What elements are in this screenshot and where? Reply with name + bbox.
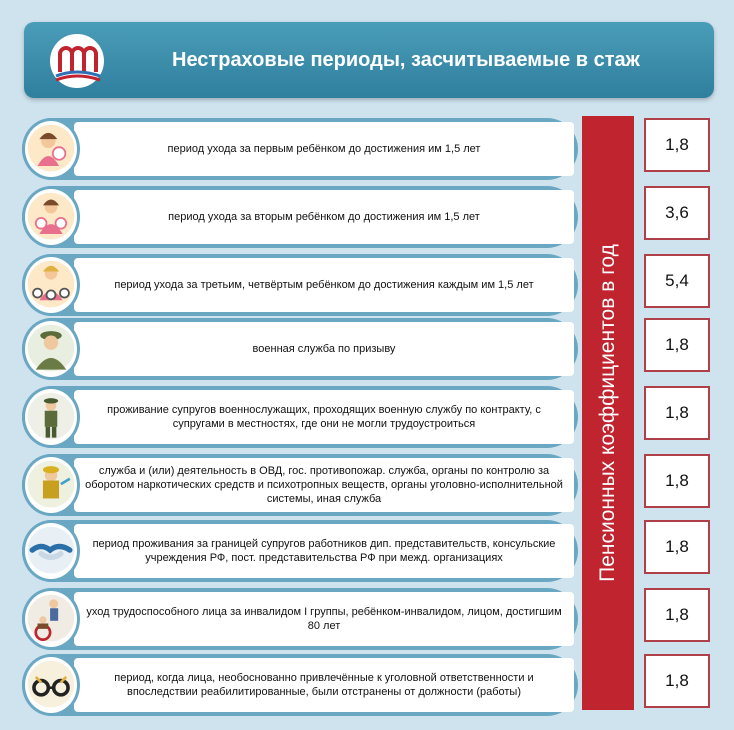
period-description: период, когда лица, необоснованно привлечённые к уголовной ответственности и впоследствии реабилитированные, были отстранены от должности (работы) <box>74 658 574 712</box>
military-spouse-icon <box>22 386 80 448</box>
coefficient-value: 1,8 <box>644 654 710 708</box>
list-item <box>0 186 734 250</box>
row-pill <box>22 318 578 380</box>
row-pill <box>22 118 578 180</box>
coefficient-value: 1,8 <box>644 588 710 642</box>
handcuffs-icon <box>22 654 80 716</box>
mother-with-baby-icon <box>22 118 80 180</box>
header-banner <box>24 22 714 98</box>
soldier-icon <box>22 318 80 380</box>
row-pill <box>22 520 578 582</box>
period-description: период ухода за вторым ребёнком до достижения им 1,5 лет <box>74 190 574 244</box>
list-item <box>0 386 734 450</box>
list-item <box>0 254 734 318</box>
period-description: период проживания за границей супругов работников дип. представительств, консульские учреждения РФ, пост. представительства РФ при межд. организациях <box>74 524 574 578</box>
row-pill <box>22 654 578 716</box>
coefficient-value: 1,8 <box>644 118 710 172</box>
pfr-logo-icon <box>46 32 108 90</box>
mother-with-three-babies-icon <box>22 254 80 316</box>
coefficient-value: 5,4 <box>644 254 710 308</box>
row-pill <box>22 386 578 448</box>
list-item <box>0 118 734 182</box>
handshake-icon <box>22 520 80 582</box>
coefficient-value: 1,8 <box>644 386 710 440</box>
list-item <box>0 454 734 518</box>
period-description: служба и (или) деятельность в ОВД, гос. противопожар. служба, органы по контролю за оборотом наркотических средств и психотропных веществ, органы уголовно-исполнительной системы, иная служба <box>74 458 574 512</box>
period-description: уход трудоспособного лица за инвалидом I группы, ребёнком-инвалидом, лицом, достигшим 80 лет <box>74 592 574 646</box>
row-pill <box>22 454 578 516</box>
coefficient-value: 1,8 <box>644 318 710 372</box>
row-pill <box>22 186 578 248</box>
coefficients-label: Пенсионных коэффициентов в год <box>596 244 619 582</box>
list-item <box>0 520 734 584</box>
list-item <box>0 318 734 382</box>
period-description: период ухода за третьим, четвёртым ребёнком до достижения каждым им 1,5 лет <box>74 258 574 312</box>
list-item <box>0 654 734 718</box>
row-pill <box>22 254 578 316</box>
coefficient-value: 3,6 <box>644 186 710 240</box>
list-item <box>0 588 734 652</box>
period-description: период ухода за первым ребёнком до достижения им 1,5 лет <box>74 122 574 176</box>
page-title: Нестраховые периоды, засчитываемые в стаж <box>172 49 640 71</box>
firefighter-icon <box>22 454 80 516</box>
coefficient-value: 1,8 <box>644 520 710 574</box>
mother-with-two-babies-icon <box>22 186 80 248</box>
period-description: проживание супругов военнослужащих, проходящих военную службу по контракту, с супругами в местностях, где они не могли трудоустроиться <box>74 390 574 444</box>
row-pill <box>22 588 578 650</box>
period-description: военная служба по призыву <box>74 322 574 376</box>
caregiver-wheelchair-icon <box>22 588 80 650</box>
coefficient-value: 1,8 <box>644 454 710 508</box>
